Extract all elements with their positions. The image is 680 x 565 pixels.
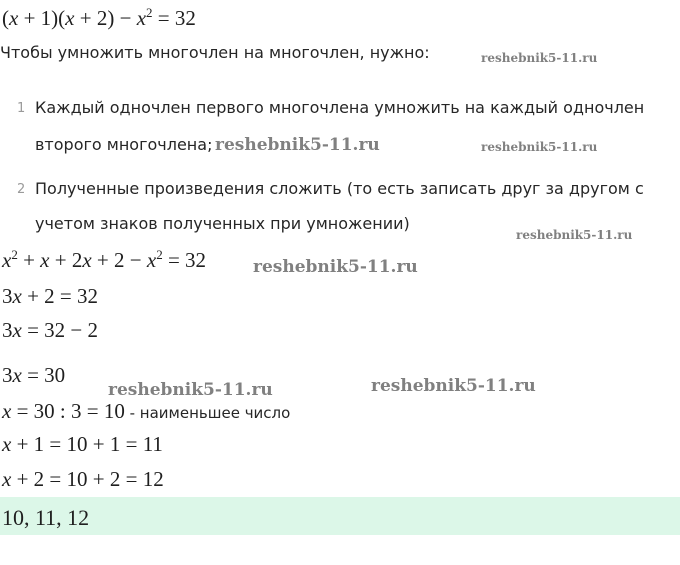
intro-text: Чтобы умножить многочлен на многочлен, нужно: <box>0 43 430 62</box>
solution-line-3: 3x = 32 − 2 <box>2 318 99 342</box>
answer-value: 10, 11, 12 <box>2 505 90 530</box>
answer-box <box>0 497 680 535</box>
watermark: reshebnik5-11.ru <box>253 257 418 277</box>
step-number-1: 1 <box>17 101 26 116</box>
watermark: reshebnik5-11.ru <box>371 376 536 396</box>
solution-line-4: 3x = 30 <box>2 363 66 387</box>
step-number-2: 2 <box>17 182 26 197</box>
watermark: reshebnik5-11.ru <box>108 380 273 400</box>
step-2-line-2: учетом знаков полученных при умножении) <box>35 214 410 233</box>
problem-equation: $(x + 1)(x + 2) - x^2 = 32$ <box>2 5 196 30</box>
watermark: reshebnik5-11.ru <box>215 135 380 155</box>
solution-line-5: x = 30 : 3 = 10 - наименьшее число <box>2 399 291 423</box>
step-1-line-1: Каждый одночлен первого многочлена умножить на каждый одночлен <box>35 98 645 117</box>
solution-line-2: 3x + 2 = 32 <box>2 284 99 308</box>
watermark: reshebnik5-11.ru <box>516 228 633 242</box>
solution-line-6: x + 1 = 10 + 1 = 11 <box>2 432 163 456</box>
watermark: reshebnik5-11.ru <box>481 140 598 154</box>
step-2-line-1: Полученные произведения сложить (то есть записать друг за другом с <box>35 179 644 198</box>
step-1-line-2: второго многочлена; <box>35 135 213 154</box>
watermark: reshebnik5-11.ru <box>481 51 598 65</box>
solution-line-1: $x^2 + x + 2x + 2 - x^2 = 32$ <box>2 247 207 272</box>
solution-line-7: x + 2 = 10 + 2 = 12 <box>2 467 164 491</box>
